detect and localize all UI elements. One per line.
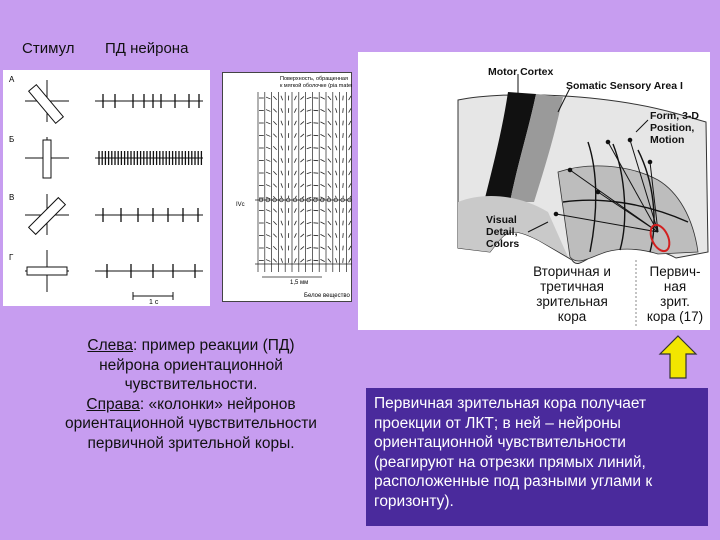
orientation-tick <box>343 171 344 176</box>
orientation-tick <box>343 146 344 151</box>
scale-label: 1,5 мм <box>290 280 309 286</box>
primary-line-4: кора (17) <box>646 309 704 324</box>
orientation-tick <box>343 233 344 238</box>
secondary-line-4: кора <box>557 309 587 324</box>
orientation-tick <box>343 108 344 113</box>
form-label-2: Position, <box>650 122 695 134</box>
caption-right-word: Справа <box>86 395 140 413</box>
left-caption <box>60 336 322 453</box>
ap-header: ПД нейрона <box>105 40 189 57</box>
primary-cortex-caption <box>642 264 708 324</box>
info-box: Первичная зрительная кора получает проекции от ЛКТ; в ней – нейроны ориентационной чувствительности (реагируют на отрезки прямых линий, расположенные под разными углами к горизонту). <box>366 388 708 526</box>
primary-line-2: ная <box>663 279 687 294</box>
visual-label-3: Colors <box>486 238 520 250</box>
orientation-tick <box>343 183 344 188</box>
white-matter-label: Белое вещество <box>304 293 350 299</box>
stimulus-bar-a <box>29 85 64 124</box>
stimulus-header: Стимул <box>22 40 75 57</box>
secondary-line-1: Вторичная и <box>533 264 611 279</box>
brain-diagram <box>358 52 710 330</box>
orientation-tick <box>343 133 344 138</box>
secondary-cortex-caption <box>516 264 628 324</box>
pia-label-2: к мягкой оболочке (pia mater) <box>280 83 352 89</box>
row-label-v: В <box>9 193 15 202</box>
caption-right-text: : «колонки» нейронов ориентационной чувствительности первичной зрительной коры. <box>65 395 317 452</box>
secondary-line-3: зрительная <box>536 294 608 309</box>
primary-line-3: зрит. <box>660 294 690 309</box>
form-label-1: Form, 3-D <box>650 110 700 122</box>
caption-left-word: Слева <box>87 337 133 354</box>
stimulus-bar-b <box>43 140 51 178</box>
row-label-b: Б <box>9 135 15 144</box>
layer-ivc-label: IVc <box>236 202 245 208</box>
orientation-tick <box>343 246 344 251</box>
orientation-tick <box>343 121 344 126</box>
stimulus-spike-svg <box>3 70 210 306</box>
orientation-tick <box>343 258 344 263</box>
motor-cortex-label: Motor Cortex <box>488 66 554 78</box>
primary-line-1: Первич- <box>649 264 701 279</box>
caption-left-text: : пример реакции (ПД) нейрона ориентационной чувствительности. <box>99 337 295 393</box>
orientation-tick <box>343 158 344 163</box>
visual-label-2: Detail, <box>486 226 518 238</box>
stimulus-bar-g <box>27 267 67 275</box>
orientation-columns-figure <box>222 72 352 302</box>
somatic-sensory-label: Somatic Sensory Area I <box>566 80 683 92</box>
up-arrow-icon <box>658 334 698 380</box>
stimulus-spike-figure <box>3 70 210 306</box>
visual-label-1: Visual <box>486 214 517 226</box>
time-scale-label: 1 с <box>149 299 159 306</box>
secondary-line-2: третичная <box>540 279 604 294</box>
orientation-tick <box>343 208 344 213</box>
row-label-g: Г <box>9 253 14 262</box>
pia-label-1: Поверхность, обращенная <box>280 76 348 82</box>
row-label-a: А <box>9 75 15 84</box>
orientation-tick <box>343 96 344 101</box>
orientation-columns-svg <box>222 72 352 302</box>
orientation-tick <box>343 221 344 226</box>
form-label-3: Motion <box>650 134 685 146</box>
